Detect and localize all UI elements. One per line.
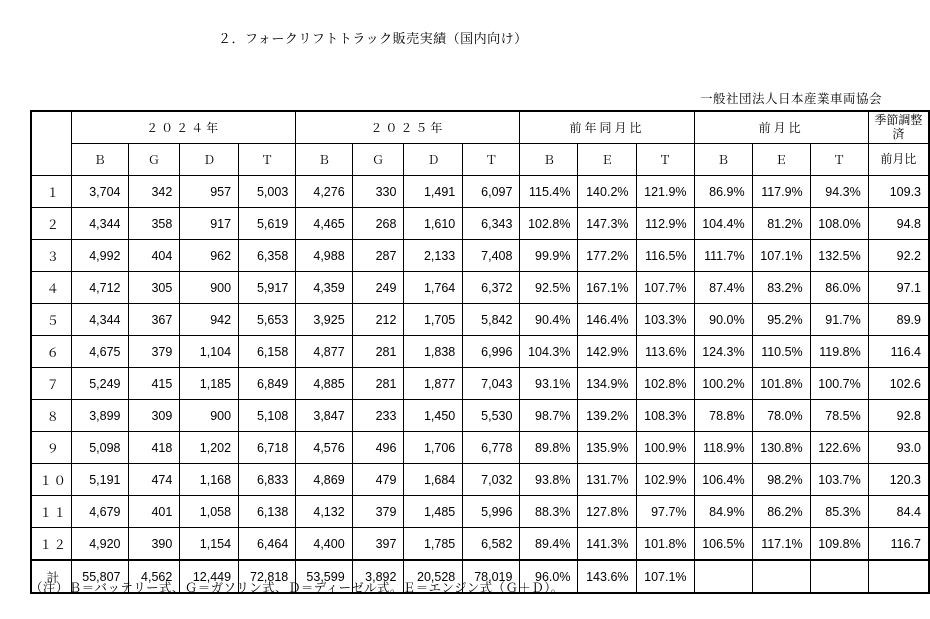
cell-yoy-7-2: 102.8% <box>636 368 694 400</box>
table-row <box>31 336 929 368</box>
cell-2025-5-3: 5,842 <box>463 304 520 336</box>
cell-2024-10-0: 5,191 <box>72 464 128 496</box>
table-row <box>31 368 929 400</box>
cell-yoy-6-2: 113.6% <box>636 336 694 368</box>
group-header-2025: ２０２５年 <box>296 111 520 144</box>
cell-2024-3-1: 404 <box>128 240 180 272</box>
cell-2024-4-2: 900 <box>180 272 239 304</box>
sub-header-2025-b: Ｂ <box>296 144 352 176</box>
cell-2025-1-0: 4,276 <box>296 176 352 208</box>
cell-yoy-1-0: 115.4% <box>520 176 578 208</box>
total-yoy-2: 107.1% <box>636 560 694 593</box>
cell-2024-4-0: 4,712 <box>72 272 128 304</box>
cell-2025-12-0: 4,400 <box>296 528 352 561</box>
cell-2024-3-0: 4,992 <box>72 240 128 272</box>
cell-2025-7-3: 7,043 <box>463 368 520 400</box>
cell-2025-11-1: 379 <box>352 496 404 528</box>
table-row <box>31 496 929 528</box>
group-header-yoy: 前年同月比 <box>520 111 694 144</box>
total-2024-3: 72,818 <box>239 560 296 593</box>
cell-yoy-7-1: 134.9% <box>578 368 636 400</box>
cell-yoy-4-2: 107.7% <box>636 272 694 304</box>
cell-yoy-2-0: 102.8% <box>520 208 578 240</box>
cell-2025-10-1: 479 <box>352 464 404 496</box>
sales-table-container <box>30 110 930 594</box>
cell-mom-6-1: 110.5% <box>752 336 810 368</box>
cell-mom-4-0: 87.4% <box>694 272 752 304</box>
row-label-1: １ <box>31 176 72 208</box>
cell-mom-4-1: 83.2% <box>752 272 810 304</box>
cell-mom-9-2: 122.6% <box>810 432 868 464</box>
cell-mom-10-1: 98.2% <box>752 464 810 496</box>
cell-seasonal-7: 102.6 <box>868 368 929 400</box>
cell-mom-3-1: 107.1% <box>752 240 810 272</box>
cell-2024-11-0: 4,679 <box>72 496 128 528</box>
table-row <box>31 240 929 272</box>
row-label-11: １１ <box>31 496 72 528</box>
cell-seasonal-1: 109.3 <box>868 176 929 208</box>
cell-2024-12-1: 390 <box>128 528 180 561</box>
cell-2024-6-1: 379 <box>128 336 180 368</box>
cell-mom-12-2: 109.8% <box>810 528 868 561</box>
cell-2025-2-3: 6,343 <box>463 208 520 240</box>
cell-2025-10-3: 7,032 <box>463 464 520 496</box>
cell-2025-6-2: 1,838 <box>404 336 463 368</box>
group-header-2024: ２０２４年 <box>72 111 296 144</box>
cell-mom-3-0: 111.7% <box>694 240 752 272</box>
cell-2024-7-0: 5,249 <box>72 368 128 400</box>
cell-2024-11-2: 1,058 <box>180 496 239 528</box>
cell-yoy-9-2: 100.9% <box>636 432 694 464</box>
cell-2024-9-1: 418 <box>128 432 180 464</box>
cell-2024-2-0: 4,344 <box>72 208 128 240</box>
cell-2025-9-0: 4,576 <box>296 432 352 464</box>
row-label-2: ２ <box>31 208 72 240</box>
cell-seasonal-11: 84.4 <box>868 496 929 528</box>
cell-yoy-6-0: 104.3% <box>520 336 578 368</box>
cell-2025-3-1: 287 <box>352 240 404 272</box>
cell-2024-10-1: 474 <box>128 464 180 496</box>
cell-2025-1-3: 6,097 <box>463 176 520 208</box>
table-row <box>31 208 929 240</box>
cell-2025-10-0: 4,869 <box>296 464 352 496</box>
table-header <box>31 111 929 176</box>
table-row <box>31 304 929 336</box>
total-2025-1: 3,892 <box>352 560 404 593</box>
cell-2024-12-3: 6,464 <box>239 528 296 561</box>
table-note: （注）Ｂ＝バッテリー式、Ｇ＝ガソリン式、Ｄ＝ディーゼル式。Ｅ＝エンジン式（Ｇ＋Ｄ）。 <box>30 581 564 595</box>
sub-header-yoy-t: Ｔ <box>636 144 694 176</box>
cell-2024-1-1: 342 <box>128 176 180 208</box>
cell-2025-7-0: 4,885 <box>296 368 352 400</box>
cell-yoy-7-0: 93.1% <box>520 368 578 400</box>
total-seasonal <box>868 560 929 593</box>
cell-seasonal-12: 116.7 <box>868 528 929 561</box>
total-mom-1 <box>752 560 810 593</box>
cell-2024-5-2: 942 <box>180 304 239 336</box>
row-label-10: １０ <box>31 464 72 496</box>
cell-2025-12-3: 6,582 <box>463 528 520 561</box>
cell-2025-4-1: 249 <box>352 272 404 304</box>
cell-seasonal-10: 120.3 <box>868 464 929 496</box>
cell-2024-8-1: 309 <box>128 400 180 432</box>
cell-2024-8-2: 900 <box>180 400 239 432</box>
page-title: ２．フォークリフトトラック販売実績（国内向け） <box>218 31 528 46</box>
cell-2025-2-2: 1,610 <box>404 208 463 240</box>
row-label-9: ９ <box>31 432 72 464</box>
total-mom-2 <box>810 560 868 593</box>
cell-yoy-5-1: 146.4% <box>578 304 636 336</box>
cell-seasonal-3: 92.2 <box>868 240 929 272</box>
sub-header-2025-t: Ｔ <box>463 144 520 176</box>
cell-seasonal-5: 89.9 <box>868 304 929 336</box>
cell-2025-9-2: 1,706 <box>404 432 463 464</box>
cell-yoy-2-1: 147.3% <box>578 208 636 240</box>
cell-2024-3-2: 962 <box>180 240 239 272</box>
row-label-6: ６ <box>31 336 72 368</box>
cell-2024-11-3: 6,138 <box>239 496 296 528</box>
cell-2024-2-2: 917 <box>180 208 239 240</box>
cell-mom-10-0: 106.4% <box>694 464 752 496</box>
group-header-seasonal: 季節調整済 <box>868 111 929 144</box>
cell-2025-8-1: 233 <box>352 400 404 432</box>
cell-mom-1-1: 117.9% <box>752 176 810 208</box>
cell-2024-10-2: 1,168 <box>180 464 239 496</box>
total-2024-1: 4,562 <box>128 560 180 593</box>
sub-header-2024-d: Ｄ <box>180 144 239 176</box>
row-label-12: １２ <box>31 528 72 561</box>
cell-mom-8-0: 78.8% <box>694 400 752 432</box>
group-header-mom: 前月比 <box>694 111 868 144</box>
cell-2025-6-1: 281 <box>352 336 404 368</box>
cell-mom-2-1: 81.2% <box>752 208 810 240</box>
cell-yoy-3-0: 99.9% <box>520 240 578 272</box>
cell-yoy-8-1: 139.2% <box>578 400 636 432</box>
cell-mom-2-0: 104.4% <box>694 208 752 240</box>
cell-mom-7-2: 100.7% <box>810 368 868 400</box>
cell-mom-12-0: 106.5% <box>694 528 752 561</box>
cell-2025-9-3: 6,778 <box>463 432 520 464</box>
cell-2024-7-1: 415 <box>128 368 180 400</box>
cell-2025-5-1: 212 <box>352 304 404 336</box>
cell-mom-11-0: 84.9% <box>694 496 752 528</box>
cell-2025-2-0: 4,465 <box>296 208 352 240</box>
cell-yoy-11-0: 88.3% <box>520 496 578 528</box>
cell-yoy-11-1: 127.8% <box>578 496 636 528</box>
cell-yoy-3-1: 177.2% <box>578 240 636 272</box>
cell-2025-9-1: 496 <box>352 432 404 464</box>
total-2024-2: 12,449 <box>180 560 239 593</box>
cell-mom-9-1: 130.8% <box>752 432 810 464</box>
cell-2024-8-0: 3,899 <box>72 400 128 432</box>
cell-2024-11-1: 401 <box>128 496 180 528</box>
cell-2024-4-1: 305 <box>128 272 180 304</box>
cell-seasonal-8: 92.8 <box>868 400 929 432</box>
cell-mom-6-0: 124.3% <box>694 336 752 368</box>
sub-header-2025-d: Ｄ <box>404 144 463 176</box>
cell-2024-2-1: 358 <box>128 208 180 240</box>
cell-2024-5-3: 5,653 <box>239 304 296 336</box>
sub-header-yoy-e: Ｅ <box>578 144 636 176</box>
cell-yoy-8-0: 98.7% <box>520 400 578 432</box>
cell-mom-3-2: 132.5% <box>810 240 868 272</box>
cell-yoy-10-2: 102.9% <box>636 464 694 496</box>
table-row <box>31 400 929 432</box>
cell-2025-4-2: 1,764 <box>404 272 463 304</box>
cell-2024-10-3: 6,833 <box>239 464 296 496</box>
table-row <box>31 464 929 496</box>
cell-2024-7-2: 1,185 <box>180 368 239 400</box>
cell-2024-1-2: 957 <box>180 176 239 208</box>
sub-header-2024-t: Ｔ <box>239 144 296 176</box>
cell-2024-9-0: 5,098 <box>72 432 128 464</box>
cell-2025-11-0: 4,132 <box>296 496 352 528</box>
sub-header-mom-t: Ｔ <box>810 144 868 176</box>
table-row <box>31 432 929 464</box>
cell-2025-8-0: 3,847 <box>296 400 352 432</box>
cell-2025-12-1: 397 <box>352 528 404 561</box>
cell-mom-11-1: 86.2% <box>752 496 810 528</box>
cell-mom-5-1: 95.2% <box>752 304 810 336</box>
cell-mom-1-0: 86.9% <box>694 176 752 208</box>
cell-mom-5-2: 91.7% <box>810 304 868 336</box>
cell-2025-1-2: 1,491 <box>404 176 463 208</box>
sub-header-mom-e: Ｅ <box>752 144 810 176</box>
cell-mom-4-2: 86.0% <box>810 272 868 304</box>
cell-2024-12-0: 4,920 <box>72 528 128 561</box>
cell-2024-5-0: 4,344 <box>72 304 128 336</box>
cell-mom-12-1: 117.1% <box>752 528 810 561</box>
cell-yoy-12-0: 89.4% <box>520 528 578 561</box>
cell-yoy-12-1: 141.3% <box>578 528 636 561</box>
cell-yoy-10-0: 93.8% <box>520 464 578 496</box>
sub-header-mom-b: Ｂ <box>694 144 752 176</box>
cell-2025-3-2: 2,133 <box>404 240 463 272</box>
cell-2025-8-2: 1,450 <box>404 400 463 432</box>
table-row <box>31 272 929 304</box>
cell-yoy-1-2: 121.9% <box>636 176 694 208</box>
cell-2025-3-0: 4,988 <box>296 240 352 272</box>
total-yoy-1: 143.6% <box>578 560 636 593</box>
cell-2025-1-1: 330 <box>352 176 404 208</box>
cell-yoy-5-0: 90.4% <box>520 304 578 336</box>
cell-2025-5-0: 3,925 <box>296 304 352 336</box>
cell-seasonal-2: 94.8 <box>868 208 929 240</box>
cell-2025-12-2: 1,785 <box>404 528 463 561</box>
cell-2025-6-0: 4,877 <box>296 336 352 368</box>
cell-yoy-4-0: 92.5% <box>520 272 578 304</box>
table-row <box>31 176 929 208</box>
cell-yoy-9-0: 89.8% <box>520 432 578 464</box>
cell-yoy-12-2: 101.8% <box>636 528 694 561</box>
cell-2025-7-1: 281 <box>352 368 404 400</box>
table-body <box>31 176 929 594</box>
sub-header-row <box>31 144 929 176</box>
cell-2025-2-1: 268 <box>352 208 404 240</box>
cell-mom-9-0: 118.9% <box>694 432 752 464</box>
cell-2025-11-3: 5,996 <box>463 496 520 528</box>
table-row <box>31 528 929 561</box>
cell-2025-4-3: 6,372 <box>463 272 520 304</box>
cell-2025-5-2: 1,705 <box>404 304 463 336</box>
sales-data-table <box>30 110 930 594</box>
cell-2024-1-0: 3,704 <box>72 176 128 208</box>
cell-mom-10-2: 103.7% <box>810 464 868 496</box>
corner-cell <box>31 111 72 176</box>
sub-header-seasonal: 前月比 <box>868 144 929 176</box>
row-label-8: ８ <box>31 400 72 432</box>
cell-2024-12-2: 1,154 <box>180 528 239 561</box>
cell-yoy-6-1: 142.9% <box>578 336 636 368</box>
total-yoy-0: 96.0% <box>520 560 578 593</box>
total-2025-2: 20,528 <box>404 560 463 593</box>
cell-mom-8-2: 78.5% <box>810 400 868 432</box>
total-2025-0: 53,599 <box>296 560 352 593</box>
cell-2024-8-3: 5,108 <box>239 400 296 432</box>
cell-2025-10-2: 1,684 <box>404 464 463 496</box>
cell-yoy-4-1: 167.1% <box>578 272 636 304</box>
cell-2024-6-2: 1,104 <box>180 336 239 368</box>
cell-mom-11-2: 85.3% <box>810 496 868 528</box>
cell-yoy-5-2: 103.3% <box>636 304 694 336</box>
cell-yoy-11-2: 97.7% <box>636 496 694 528</box>
cell-yoy-9-1: 135.9% <box>578 432 636 464</box>
cell-yoy-1-1: 140.2% <box>578 176 636 208</box>
cell-yoy-2-2: 112.9% <box>636 208 694 240</box>
total-2025-3: 78,019 <box>463 560 520 593</box>
cell-2025-6-3: 6,996 <box>463 336 520 368</box>
cell-2024-2-3: 5,619 <box>239 208 296 240</box>
cell-2024-4-3: 5,917 <box>239 272 296 304</box>
cell-2025-3-3: 7,408 <box>463 240 520 272</box>
total-label: 計 <box>31 560 72 593</box>
cell-seasonal-9: 93.0 <box>868 432 929 464</box>
cell-2024-6-0: 4,675 <box>72 336 128 368</box>
organization-name: 一般社団法人日本産業車両協会 <box>699 92 882 106</box>
cell-mom-7-0: 100.2% <box>694 368 752 400</box>
cell-2025-11-2: 1,485 <box>404 496 463 528</box>
group-header-row <box>31 111 929 144</box>
cell-seasonal-6: 116.4 <box>868 336 929 368</box>
sub-header-2024-b: Ｂ <box>72 144 128 176</box>
cell-2024-9-3: 6,718 <box>239 432 296 464</box>
sub-header-2025-g: Ｇ <box>352 144 404 176</box>
row-label-3: ３ <box>31 240 72 272</box>
cell-mom-1-2: 94.3% <box>810 176 868 208</box>
cell-yoy-3-2: 116.5% <box>636 240 694 272</box>
cell-2024-9-2: 1,202 <box>180 432 239 464</box>
cell-2024-6-3: 6,158 <box>239 336 296 368</box>
sub-header-yoy-b: Ｂ <box>520 144 578 176</box>
cell-2024-1-3: 5,003 <box>239 176 296 208</box>
cell-yoy-10-1: 131.7% <box>578 464 636 496</box>
cell-mom-8-1: 78.0% <box>752 400 810 432</box>
cell-seasonal-4: 97.1 <box>868 272 929 304</box>
cell-mom-5-0: 90.0% <box>694 304 752 336</box>
total-mom-0 <box>694 560 752 593</box>
row-label-4: ４ <box>31 272 72 304</box>
row-label-5: ５ <box>31 304 72 336</box>
cell-2025-4-0: 4,359 <box>296 272 352 304</box>
cell-2024-5-1: 367 <box>128 304 180 336</box>
cell-2024-7-3: 6,849 <box>239 368 296 400</box>
cell-mom-2-2: 108.0% <box>810 208 868 240</box>
cell-mom-7-1: 101.8% <box>752 368 810 400</box>
cell-mom-6-2: 119.8% <box>810 336 868 368</box>
sub-header-2024-g: Ｇ <box>128 144 180 176</box>
total-2024-0: 55,807 <box>72 560 128 593</box>
cell-2025-8-3: 5,530 <box>463 400 520 432</box>
cell-2024-3-3: 6,358 <box>239 240 296 272</box>
cell-2025-7-2: 1,877 <box>404 368 463 400</box>
cell-yoy-8-2: 108.3% <box>636 400 694 432</box>
row-label-7: ７ <box>31 368 72 400</box>
